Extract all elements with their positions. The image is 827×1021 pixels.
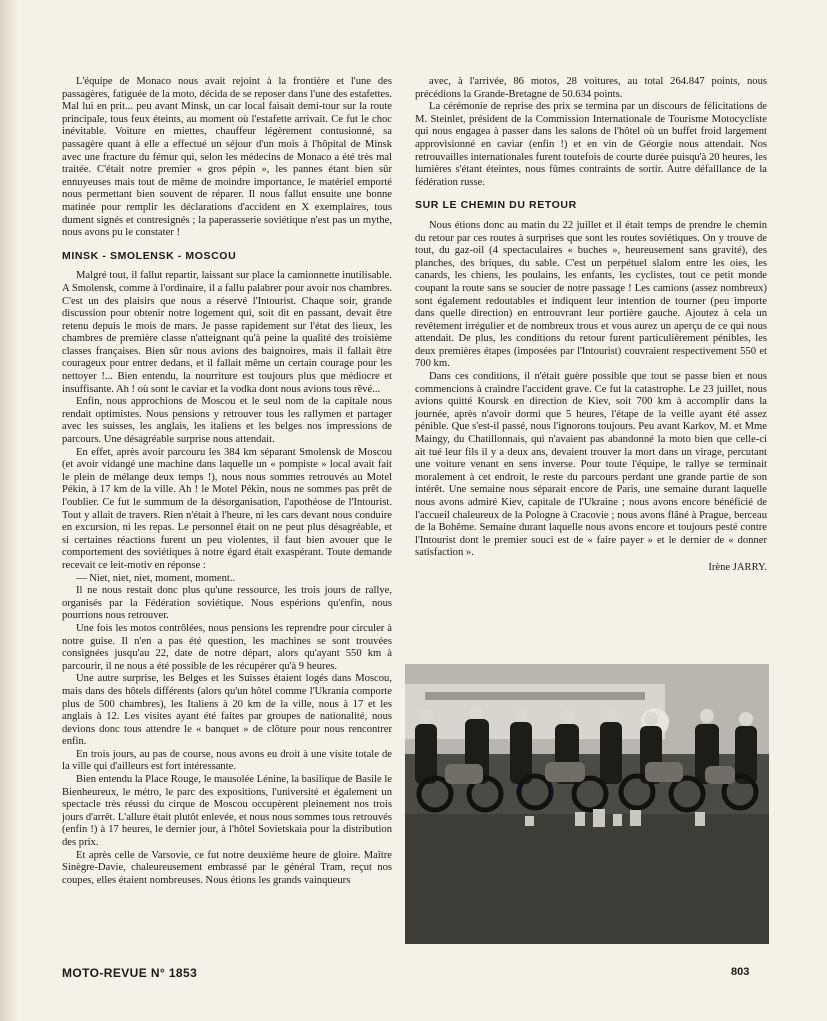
section-heading-minsk-smolensk-moscou: MINSK - SMOLENSK - MOSCOU	[62, 249, 237, 262]
paragraph: Une autre surprise, les Belges et les Suisses étaient logés dans Moscou, mais dans des hôtels différents (alors qu'un hôtel comme l'Ukrania comporte plus de 500 chambres), les Italiens à 20 km de la ville, nous à 17 et les anglais à 12. Les visites ayant été faites par groupes de nationalité, nous devions donc tous attendre le « banquet » de clôture pour nous rencontrer enfin.	[62, 673, 392, 748]
author-signature: Irène JARRY.	[708, 561, 767, 573]
paragraph: Bien entendu la Place Rouge, le mausolée Lénine, la basilique de Basile le Bienheureux, le métro, le parc des expositions, l'université et également un spectacle très réussi du cirque de Moscou occupèrent pleinement nos trois jours d'arrêt. L'allure était plutôt enlevée, et nous nous sommes tous retrouvés (enfin !) à 17 heures, le dernier jour, à l'hôtel Sovietskaia pour la distribution des prix.	[62, 774, 392, 849]
paragraph: Malgré tout, il fallut repartir, laissant sur place la camionnette inutilisable. A Smolensk, comme à l'ordinaire, il a fallu palabrer pour avoir nos chambres. C'est un des plaisirs que nous a réservé l'Intourist. Chaque soir, grande discussion pour obtenir notre logement qui, soit dit en passant, devait être retenu depuis le mois de mars. Je passe rapidement sur l'état des lieux, les chambres de première classe n'atteignant qu'à peine la qualité des troisième classes françaises. Bien sûr nous avions des baignoires, mais il fallait être courageux pour entrer dedans, et il fallait même un certain courage pour les nettoyer !... Bien entendu, la nourriture est toujours plus que médiocre et insuffisante. Ah ! où sont le caviar et la vodka dont nous avions tous rêvé...	[62, 270, 392, 395]
paragraph: Enfin, nous approchions de Moscou et le seul nom de la capitale nous rendait optimistes. Nous pensions y retrouver tous les rallymen et partager avec les suisses, les anglais, les italiens et les belges nos impressions de parcours. Une désagréable surprise nous attendait.	[62, 396, 392, 446]
paragraph: Et après celle de Varsovie, ce fut notre deuxième heure de gloire. Maître Sinègre-Davie, chaleureusement embrassé par le général Tram, reçut nos coupes, elles étaient nombreuses. Nous étions les grands vainqueurs	[62, 849, 392, 886]
paragraph: Nous étions donc au matin du 22 juillet et il était temps de prendre le chemin du retour par ces routes à surprises que sont les routes soviétiques. On y trouve de tout, du gaz-oil (4 spectaculaires « buches », heureusement sans gravité), des planches, des briques, du sable. C'est un perpétuel slalom entre les oies, les canards, les chiens, les poulains, les enfants, les cyclistes, tout ce petit monde coupant la route sans se soucier de notre passage ! Les camions (assez nombreux) sont également redoutables et indiquent leur intention de tourner (peu importe dans quelle direction) en entrouvrant leur portière gauche. Ajoutez à cela un revêtement irrégulier et de nombreux trous et vous aurez un aperçu de ce qui nous attendait. De plus, les conditions du retour furent particulièrement pénibles, les deux premières étapes (imposées par l'Intourist) couvraient respectivement 550 et 700 km.	[415, 219, 767, 370]
paragraph: avec, à l'arrivée, 86 motos, 28 voitures, au total 264.847 points, nous précédions la Grande-Bretagne de 50.634 points.	[415, 76, 767, 100]
page-number: 803	[731, 966, 750, 978]
page-edge-shadow	[0, 0, 18, 1021]
group-photo-motorcycles-trophies-icon	[405, 664, 769, 944]
paragraph: L'équipe de Monaco nous avait rejoint à la frontière et l'une des passagères, fatiguée de la moto, décida de se reposer dans l'une des estafettes. Mal lui en prit... peu avant Minsk, un car local faisait demi-tour sur la route principale, tous feux éteints, au moment où l'estafette arrivait. Ce fut le choc inévitable. Voiture en miettes, chauffeur légèrement contusionné, sa passagère quant à elle a effectué un séjour d'un mois à l'hôpital de Minsk avec une fracture du fémur qui, selon les médecins de Monaco a été très mal traitée. C'était notre premier « gros pépin », les pannes étant bien sûr ennuyeuses mais tout de même de moindre importance, le matériel emporté nous permettant bien souvent de réparer. Il nous fallut ensuite une bonne matinée pour remplir les déclarations d'accident en X exemplaires, tous dument signés et contresignés ; la paperasserie soviétique n'est pas un mythe, nous avons pu le constater !	[62, 76, 392, 239]
right-column	[415, 76, 767, 575]
paragraph: En trois jours, au pas de course, nous avons eu droit à une visite totale de la ville qui d'ailleurs est fort intéressante.	[62, 748, 392, 773]
magazine-issue: MOTO-REVUE N° 1853	[62, 966, 198, 980]
paragraph: Il ne nous restait donc plus qu'une ressource, les trois jours de rallye, organisés par la Fédération soviétique. Nous espérions qu'enfin, nous pourrions nous retrouver.	[62, 585, 392, 622]
left-column	[62, 76, 392, 887]
paragraph: En effet, après avoir parcouru les 384 km séparant Smolensk de Moscou (et avoir vidangé une machine dans laquelle un « pompiste » local avait fait le plein de mélange deux temps !), nous nous sommes retrouvés au Motel Pékin, à 17 km de la ville. Ah ! le Motel Pékin, nous ne sommes pas prêt de l'oublier. Ce fut le summum de la désorganisation, l'apothéose de l'Intourist. Tout y allait de travers. Rien n'était à l'heure, ni les cars devant nous conduire en excursion, ni les repas. Le personnel était on ne peut plus désagréable, et si certaines réactions furent un peu violentes, il faut bien avouer que le comportement des soviétiques à notre égard était exaspérant. Toute demande recevait ce leit-motiv en réponse :	[62, 446, 392, 571]
section-heading-sur-le-chemin-du-retour: SUR LE CHEMIN DU RETOUR	[415, 199, 577, 212]
paragraph: Une fois les motos contrôlées, nous pensions les reprendre pour circuler à notre guise. Il n'en a pas été question, les machines se sont trouvées consignées jusqu'au 22, date de notre départ, alors qu'ayant 550 km à parcourir, il ne nous a été possible de les récupérer qu'à 9 heures.	[62, 622, 392, 672]
paragraph: Dans ces conditions, il n'était guère possible que tout se passe bien et nous commencions à craindre l'accident grave. Ce fut la catastrophe. Le 23 juillet, nous avions quitté Koursk en direction de Kiev, soit 700 km à accomplir dans la journée, après n'avoir dormi que 5 heures, l'étape de la veille ayant été assez pénible. Que s'est-il passé, nous l'ignorons toujours. Peu avant Karkov, M. et Mme Maingy, du Chatillonnais, qui n'avaient pas abandonné la moto bien que celle-ci ait tué leur fils il y a deux ans, devaient trouver la mort dans un virage, percutant une voiture venant en sens inverse. Pour toute l'équipe, le rallye se terminait moralement à cet endroit, le reste du parcours perdant une grande partie de son intérêt. Une semaine nous séparait encore de Paris, une semaine durant laquelle nous avons admiré Kiev, capitale de l'Ukraine ; nous avons encore bénéficié de l'accueil chaleureux de la Pologne à Cracovie ; nous avons flâné à Prague, berceau de la Bohême. Semaine durant laquelle nous avons encore et toujours pesté contre l'Intourist dont le premier souci est de « faire payer » et le dernier de « donner satisfaction ».	[415, 371, 767, 559]
paragraph: La cérémonie de reprise des prix se termina par un discours de félicitations de M. Steinlet, président de la Commission Internationale de Tourisme Motocycliste qui nous engagea à passer dans les salons de l'hôtel où un buffet froid largement approvisionné en caviar (enfin !) et en vin de Géorgie nous attendait. Nos retrouvailles internationales furent toutefois de courte durée puisqu'à 20 heures, les lumières s'étant éteintes, nous fûmes contraints de sortir. Autre défaillance de la fédération russe.	[415, 101, 767, 188]
paragraph: — Niet, niet, niet, moment, moment..	[76, 572, 236, 584]
